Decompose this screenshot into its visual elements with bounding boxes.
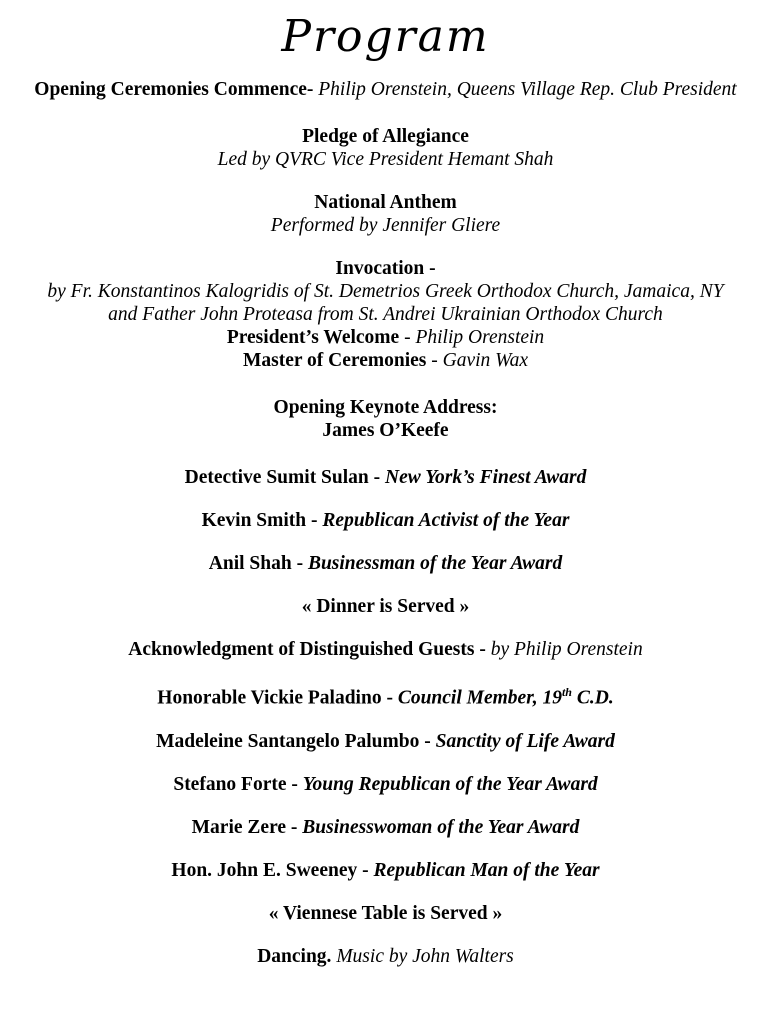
line-italic: - Philip Orenstein xyxy=(399,327,545,349)
program-item-kevin-smith xyxy=(24,509,747,532)
program-item-dinner-is-served xyxy=(24,595,747,618)
ordinal-suffix: th xyxy=(561,685,572,700)
program-line xyxy=(24,730,747,753)
spacer xyxy=(24,171,747,191)
spacer xyxy=(24,710,747,730)
line-bold-italic: Young Republican of the Year Award xyxy=(302,773,598,795)
line-italic: and Father John Proteasa from St. Andrei Ukrainian Orthodox Church xyxy=(108,304,663,326)
spacer xyxy=(24,882,747,902)
line-italic: by Philip Orenstein xyxy=(490,639,643,661)
program-line xyxy=(24,681,747,710)
line-bold: James O’Keefe xyxy=(322,420,449,442)
program-line xyxy=(24,773,747,796)
line-bold-italic-tail: C.D. xyxy=(571,687,614,709)
line-bold: « Viennese Table is Served » xyxy=(268,902,503,924)
spacer xyxy=(24,753,747,773)
line-bold: Invocation - xyxy=(335,258,436,280)
program-line xyxy=(24,148,747,171)
line-italic: Performed by Jennifer Gliere xyxy=(270,215,501,237)
program-line xyxy=(24,552,747,575)
line-bold: Madeleine Santangelo Palumbo - xyxy=(156,730,436,752)
program-line xyxy=(24,303,747,326)
line-bold-italic: Republican Activist of the Year xyxy=(322,510,570,532)
line-bold: Pledge of Allegiance xyxy=(302,126,469,148)
program-line xyxy=(24,396,747,419)
program-item-national-anthem xyxy=(24,191,747,237)
line-bold: Hon. John E. Sweeney - xyxy=(171,859,374,881)
program-item-pledge-of-allegiance xyxy=(24,125,747,171)
line-italic: Philip Orenstein, Queens Village Rep. Club President xyxy=(313,79,737,101)
program-line xyxy=(24,419,747,442)
program-line xyxy=(24,125,747,148)
line-bold: Opening Ceremonies Commence- xyxy=(34,79,314,101)
line-italic: Music by John Walters xyxy=(331,945,514,967)
program-line xyxy=(24,816,747,839)
program-item-marie-zere xyxy=(24,816,747,839)
spacer xyxy=(24,532,747,552)
program-item-madeleine-santangelo-palumbo xyxy=(24,730,747,753)
program-line xyxy=(24,78,747,101)
spacer xyxy=(24,237,747,257)
program-line xyxy=(24,595,747,618)
spacer xyxy=(24,661,747,681)
line-bold-italic: Businesswoman of the Year Award xyxy=(302,816,580,838)
line-bold: Acknowledgment of Distinguished Guests - xyxy=(128,639,491,661)
program-line xyxy=(24,509,747,532)
program-line xyxy=(24,214,747,237)
line-bold: Master of Ceremonies xyxy=(242,350,427,372)
line-bold: « Dinner is Served » xyxy=(301,596,470,618)
program-line xyxy=(24,191,747,214)
line-italic: Led by QVRC Vice President Hemant Shah xyxy=(217,149,554,171)
program-line xyxy=(24,349,747,372)
spacer xyxy=(24,618,747,638)
spacer xyxy=(24,489,747,509)
program-line xyxy=(24,945,747,968)
page-title: Program xyxy=(281,11,490,62)
line-bold-italic: New York’s Finest Award xyxy=(385,467,587,489)
line-bold: Anil Shah - xyxy=(208,553,308,575)
program-item-vickie-paladino xyxy=(24,681,747,710)
spacer xyxy=(24,101,747,125)
program-item-stefano-forte xyxy=(24,773,747,796)
line-bold: Stefano Forte - xyxy=(173,773,303,795)
spacer xyxy=(24,372,747,396)
program-item-anil-shah xyxy=(24,552,747,575)
program-item-viennese-table xyxy=(24,902,747,925)
line-bold-italic: Council Member, 19 xyxy=(397,687,562,709)
line-italic: by Fr. Konstantinos Kalogridis of St. Demetrios Greek Orthodox Church, Jamaica, NY xyxy=(47,281,724,303)
spacer xyxy=(24,442,747,466)
program-line xyxy=(24,257,747,280)
line-bold: National Anthem xyxy=(314,192,457,214)
spacer xyxy=(24,925,747,945)
program-item-dancing xyxy=(24,945,747,968)
program-line xyxy=(24,859,747,882)
program-line xyxy=(24,280,747,303)
program-line xyxy=(24,638,747,661)
line-bold: Honorable Vickie Paladino - xyxy=(157,687,398,709)
program-line xyxy=(24,326,747,349)
line-bold: Dancing. xyxy=(257,945,332,967)
program-item-acknowledgment-of-guests xyxy=(24,638,747,661)
line-bold: Detective Sumit Sulan - xyxy=(184,467,386,489)
line-bold-italic: Republican Man of the Year xyxy=(373,859,600,881)
line-bold-italic: Businessman of the Year Award xyxy=(307,553,563,575)
line-bold: President’s Welcome xyxy=(226,327,400,349)
spacer xyxy=(24,66,747,78)
line-bold-italic: Sanctity of Life Award xyxy=(435,730,615,752)
line-bold: Kevin Smith - xyxy=(201,510,323,532)
program-line xyxy=(24,902,747,925)
line-bold: Opening Keynote Address: xyxy=(273,397,498,419)
spacer xyxy=(24,839,747,859)
program-item-invocation xyxy=(24,257,747,372)
program-item-opening-ceremonies xyxy=(24,78,747,101)
program-line xyxy=(24,466,747,489)
program-item-john-e-sweeney xyxy=(24,859,747,882)
spacer xyxy=(24,796,747,816)
line-bold: Marie Zere - xyxy=(191,816,303,838)
line-italic: - Gavin Wax xyxy=(426,350,529,372)
spacer xyxy=(24,575,747,595)
program-item-detective-sumit-sulan xyxy=(24,466,747,489)
program-item-opening-keynote xyxy=(24,396,747,442)
